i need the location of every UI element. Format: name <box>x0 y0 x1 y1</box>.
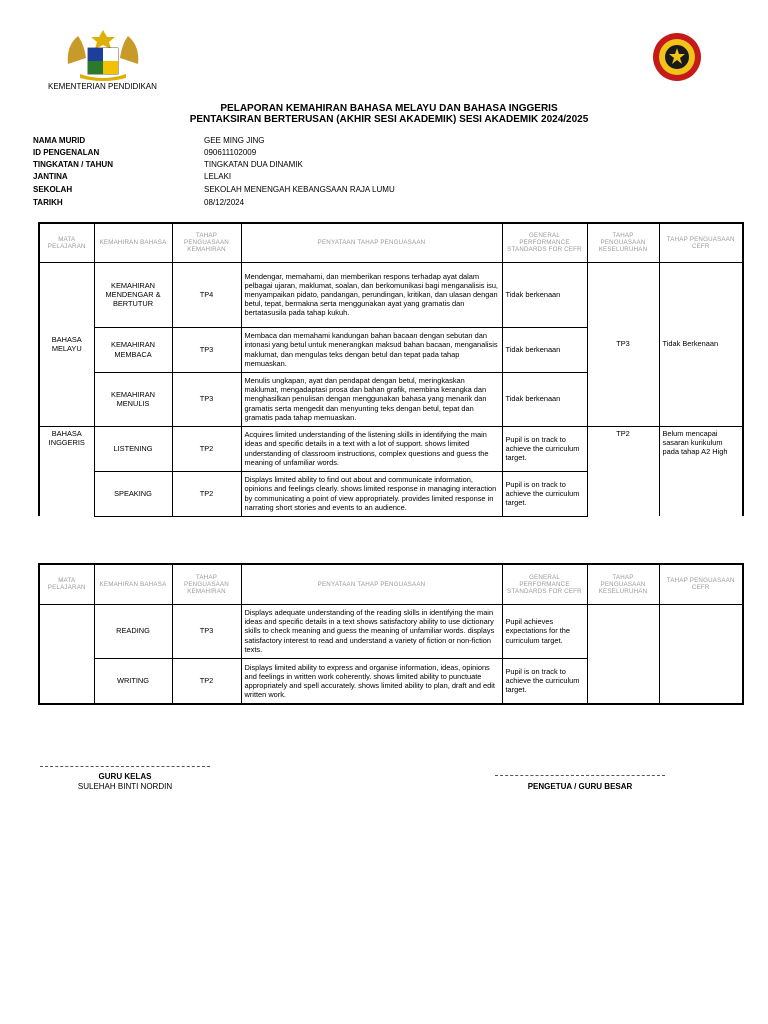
header-gps-cefr: GENERAL PERFORMANCE STANDARDS FOR CEFR <box>502 223 587 262</box>
statement-cell: Displays adequate understanding of the reading skills in identifying the main ideas and specific details in a text shows satisfactory ability to use dictionary skills to check meaning and guess the meaning of unfamiliar words. displays satisfactory interest to read and understand a variety of fiction or non-fiction texts. <box>241 604 502 658</box>
subject-cell-empty <box>39 604 94 704</box>
table-header-row <box>39 564 743 604</box>
overall-tp-cell: TP2 <box>587 426 659 516</box>
header-mata-pelajaran: MATA PELAJARAN <box>39 223 94 262</box>
table-row <box>39 262 743 327</box>
subject-cell: BAHASA INGGERIS <box>39 426 94 516</box>
assessment-table-page-1 <box>38 222 744 517</box>
header-penyataan: PENYATAAN TAHAP PENGUASAAN <box>241 223 502 262</box>
gps-cell: Tidak berkenaan <box>502 327 587 372</box>
header-tahap-keseluruhan: TAHAP PENGUASAAN KESELURUHAN <box>587 223 659 262</box>
gps-cell: Pupil achieves expectations for the curriculum target. <box>502 604 587 658</box>
report-subtitle: PENTAKSIRAN BERTERUSAN (AKHIR SESI AKADEMIK) SESI AKADEMIK 2024/2025 <box>189 114 589 125</box>
statement-cell: Mendengar, memahami, dan memberikan respons terhadap ayat dalam pelbagai ujaran, maklumat, soalan, dan berkomunikasi bagi menganalisis isu, menyampaikan pidato, pandangan, perundingan, kritikan, dan ulasan dengan betul, tepat, bermakna serta menggunakan ayat yang gramatis dan bertatasusila pada tahap kukuh. <box>241 262 502 327</box>
ministry-coat-of-arms-logo <box>64 28 142 82</box>
teacher-title: GURU KELAS <box>98 772 152 781</box>
ministry-name: KEMENTERIAN PENDIDIKAN <box>48 82 157 91</box>
gps-cell: Pupil is on track to achieve the curriculum target. <box>502 471 587 516</box>
tp-cell: TP3 <box>172 372 241 426</box>
statement-cell: Acquires limited understanding of the listening skills in identifying the main ideas and specific details in a text with a lot of support. shows limited understanding of classroom instructions, complex questions and guess the meaning of unfamiliar words. <box>241 426 502 471</box>
school-crest-logo <box>651 30 703 86</box>
label-sekolah: SEKOLAH <box>33 185 73 194</box>
value-tarikh: 08/12/2024 <box>204 198 245 207</box>
header-tahap-penguasaan-kemahiran: TAHAP PENGUASAAN KEMAHIRAN <box>172 564 241 604</box>
skill-cell: KEMAHIRAN MENULIS <box>94 372 172 426</box>
cefr-cell: Tidak Berkenaan <box>659 262 743 426</box>
report-title: PELAPORAN KEMAHIRAN BAHASA MELAYU DAN BAHASA INGGERIS <box>220 103 558 114</box>
teacher-signature-line <box>40 766 210 767</box>
statement-cell: Displays limited ability to express and organise information, ideas, opinions and feelings in written work coherently. shows limited ability to punctuate appropriately and spell accurately. shows limited ability to plan, draft and edit written work. <box>241 658 502 704</box>
header-kemahiran-bahasa: KEMAHIRAN BAHASA <box>94 564 172 604</box>
subject-cell: BAHASA MELAYU <box>39 262 94 426</box>
header-tahap-cefr: TAHAP PENGUASAAN CEFR <box>659 223 743 262</box>
label-jantina: JANTINA <box>33 172 68 181</box>
header-kemahiran-bahasa: KEMAHIRAN BAHASA <box>94 223 172 262</box>
statement-cell: Membaca dan memahami kandungan bahan bacaan dengan sebutan dan intonasi yang betul untuk menerangkan maksud bahan bacaan, menganalisis maklumat, dan mengulas teks dengan betul dan tepat pada tahap memuaskan. <box>241 327 502 372</box>
tp-cell: TP2 <box>172 426 241 471</box>
tp-cell: TP2 <box>172 658 241 704</box>
label-nama-murid: NAMA MURID <box>33 136 86 145</box>
skill-cell: LISTENING <box>94 426 172 471</box>
header-mata-pelajaran: MATA PELAJARAN <box>39 564 94 604</box>
skill-cell: SPEAKING <box>94 471 172 516</box>
skill-cell: WRITING <box>94 658 172 704</box>
label-id-pengenalan: ID PENGENALAN <box>33 148 100 157</box>
principal-title: PENGETUA / GURU BESAR <box>527 782 633 791</box>
skill-cell: READING <box>94 604 172 658</box>
value-id-pengenalan: 090611102009 <box>204 148 257 157</box>
tp-cell: TP3 <box>172 604 241 658</box>
header-gps-cefr: GENERAL PERFORMANCE STANDARDS FOR CEFR <box>502 564 587 604</box>
gps-cell: Tidak berkenaan <box>502 372 587 426</box>
skill-cell: KEMAHIRAN MEMBACA <box>94 327 172 372</box>
statement-cell: Menulis ungkapan, ayat dan pendapat dengan betul, meringkaskan maklumat, mengadaptasi prosa dan bahan grafik, membina kerangka dan menghasilkan penulisan dengan menggunakan bahasa yang menarik dan gramatis serta mengedit dan menyunting teks dengan betul, tepat dan gramatis pada tahap memuaskan. <box>241 372 502 426</box>
tp-cell: TP3 <box>172 327 241 372</box>
table-header-row <box>39 223 743 262</box>
header-tahap-cefr: TAHAP PENGUASAAN CEFR <box>659 564 743 604</box>
value-nama-murid: GEE MING JING <box>204 136 265 145</box>
gps-cell: Pupil is on track to achieve the curriculum target. <box>502 426 587 471</box>
value-jantina: LELAKI <box>204 172 232 181</box>
tp-cell: TP2 <box>172 471 241 516</box>
tp-cell: TP4 <box>172 262 241 327</box>
value-tingkatan: TINGKATAN DUA DINAMIK <box>204 160 303 169</box>
header-tahap-penguasaan-kemahiran: TAHAP PENGUASAAN KEMAHIRAN <box>172 223 241 262</box>
value-sekolah: SEKOLAH MENENGAH KEBANGSAAN RAJA LUMU <box>204 185 395 194</box>
principal-signature-line <box>495 775 665 776</box>
overall-tp-cell-empty <box>587 604 659 704</box>
statement-cell: Displays limited ability to find out about and communicate information, opinions and feelings clearly. shows limited response in managing interaction by communicating a point of view appropriately. provides limited response in narrating short stories and events to an audience. <box>241 471 502 516</box>
skill-cell: KEMAHIRAN MENDENGAR & BERTUTUR <box>94 262 172 327</box>
teacher-name: SULEHAH BINTI NORDIN <box>77 782 173 791</box>
header-tahap-keseluruhan: TAHAP PENGUASAAN KESELURUHAN <box>587 564 659 604</box>
overall-tp-cell: TP3 <box>587 262 659 426</box>
header-penyataan: PENYATAAN TAHAP PENGUASAAN <box>241 564 502 604</box>
gps-cell: Pupil is on track to achieve the curriculum target. <box>502 658 587 704</box>
table-row <box>39 604 743 658</box>
gps-cell: Tidak berkenaan <box>502 262 587 327</box>
assessment-table-page-2 <box>38 563 744 705</box>
cefr-cell: Belum mencapai sasaran kurikulum pada tahap A2 High <box>659 426 743 516</box>
label-tarikh: TARIKH <box>33 198 63 207</box>
table-row <box>39 426 743 471</box>
label-tingkatan: TINGKATAN / TAHUN <box>33 160 113 169</box>
cefr-cell-empty <box>659 604 743 704</box>
